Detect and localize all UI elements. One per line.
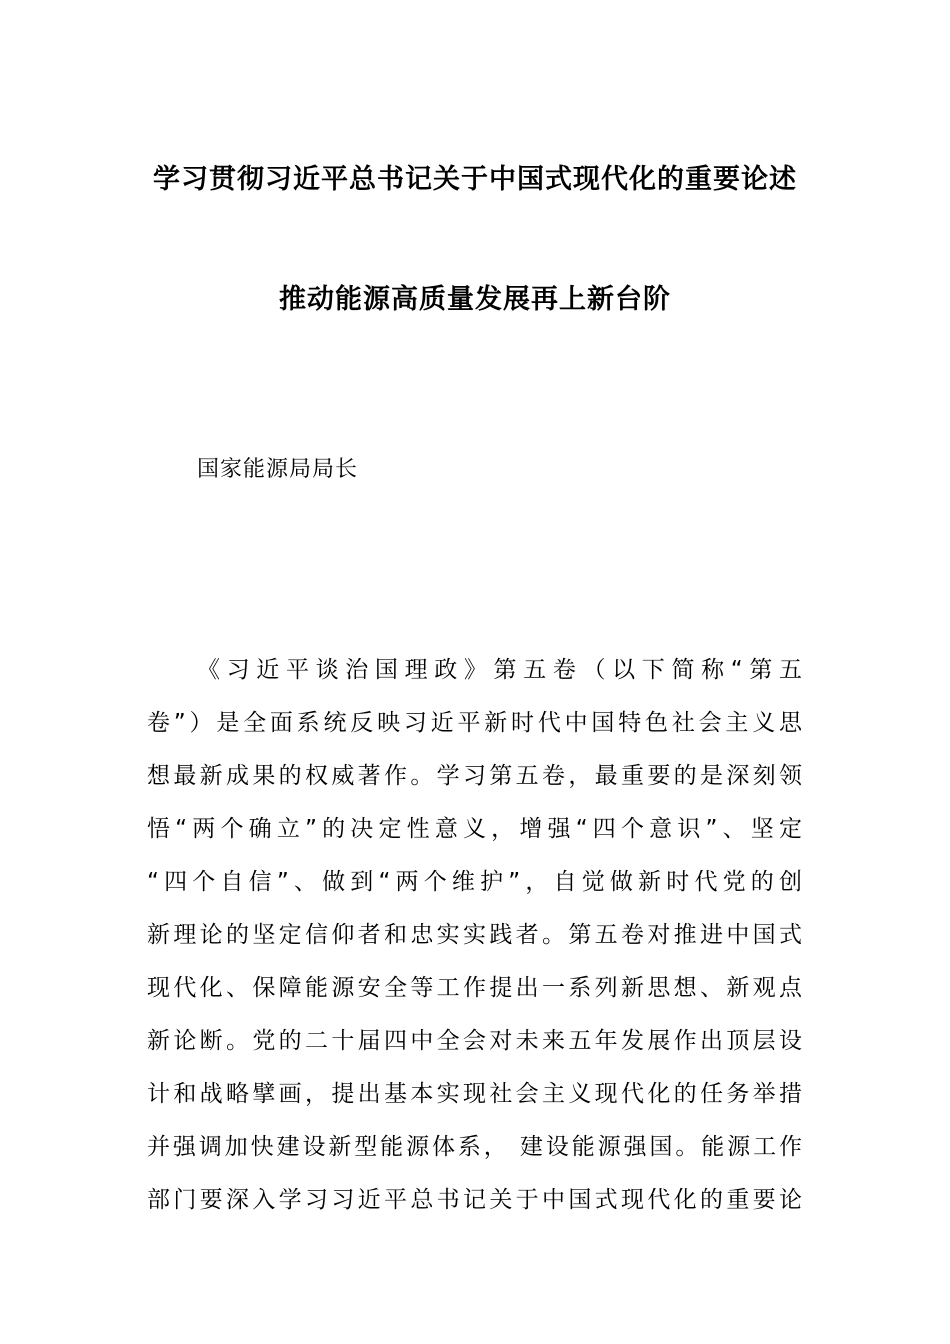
body-line: “四个自信”、做到“两个维护”，自觉做新时代党的创 (147, 869, 802, 895)
body-line: 新论断。党的二十届四中全会对未来五年发展作出顶层设 (147, 1028, 802, 1054)
author-line: 国家能源局局长 (197, 457, 359, 482)
body-line: 并强调加快建设新型能源体系， 建设能源强国。能源工作 (147, 1134, 802, 1160)
body-line: 想最新成果的权威著作。学习第五卷，最重要的是深刻领 (147, 763, 802, 789)
body-paragraph (147, 648, 802, 1231)
document-title-line-2: 推动能源高质量发展再上新台阶 (279, 284, 671, 315)
body-line: 计和战略擘画，提出基本实现社会主义现代化的任务举措 (147, 1081, 802, 1107)
body-line: 卷”）是全面系统反映习近平新时代中国特色社会主义思 (147, 710, 802, 736)
body-line: 部门要深入学习习近平总书记关于中国式现代化的重要论 (147, 1187, 802, 1213)
document-title-line-1: 学习贯彻习近平总书记关于中国式现代化的重要论述 (153, 164, 797, 195)
body-line: 现代化、保障能源安全等工作提出一系列新思想、新观点 (147, 975, 802, 1001)
body-line: 悟“两个确立”的决定性意义，增强“四个意识”、坚定 (147, 816, 802, 842)
body-line: 《习近平谈治国理政》第五卷（以下简称“第五 (197, 657, 802, 683)
body-line: 新理论的坚定信仰者和忠实实践者。第五卷对推进中国式 (147, 922, 802, 948)
